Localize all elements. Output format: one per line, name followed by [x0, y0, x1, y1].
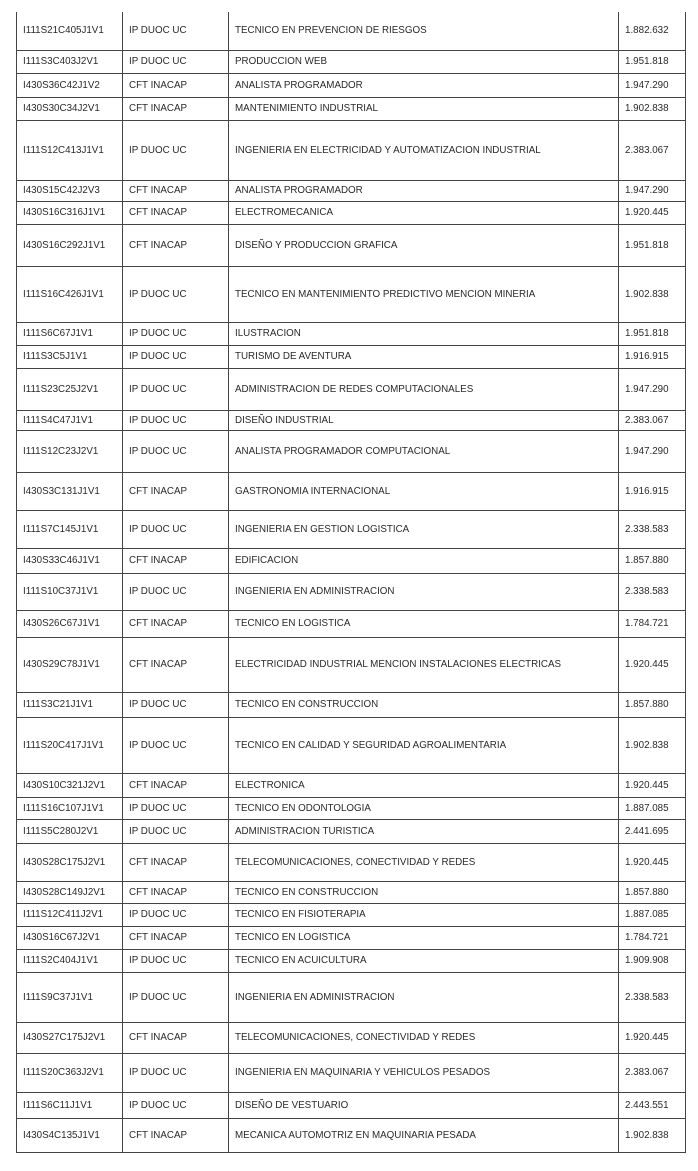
- program-code-cell: I111S4C47J1V1: [17, 410, 123, 430]
- career-name-cell: TECNICO EN MANTENIMIENTO PREDICTIVO MENCION MINERIA: [229, 266, 619, 322]
- institution-cell: CFT INACAP: [123, 926, 229, 949]
- amount-cell: 1.916.915: [619, 345, 686, 368]
- institution-cell: CFT INACAP: [123, 637, 229, 692]
- institution-cell: IP DUOC UC: [123, 266, 229, 322]
- career-name-cell: INGENIERIA EN ADMINISTRACION: [229, 573, 619, 610]
- program-code-cell: I111S12C413J1V1: [17, 120, 123, 180]
- table-row: [17, 510, 686, 548]
- career-name-cell: DISEÑO Y PRODUCCION GRAFICA: [229, 224, 619, 266]
- table-row: [17, 180, 686, 201]
- amount-cell: 1.882.632: [619, 12, 686, 50]
- table-row: [17, 548, 686, 573]
- program-code-cell: I430S16C316J1V1: [17, 201, 123, 224]
- amount-cell: 1.951.818: [619, 322, 686, 345]
- institution-cell: CFT INACAP: [123, 843, 229, 881]
- amount-cell: 2.338.583: [619, 972, 686, 1022]
- career-name-cell: ELECTRONICA: [229, 773, 619, 797]
- program-code-cell: I111S12C23J2V1: [17, 430, 123, 472]
- table-row: [17, 926, 686, 949]
- career-name-cell: ELECTROMECANICA: [229, 201, 619, 224]
- institution-cell: IP DUOC UC: [123, 368, 229, 410]
- table-row: [17, 819, 686, 843]
- table-row: [17, 692, 686, 717]
- institution-cell: IP DUOC UC: [123, 345, 229, 368]
- program-code-cell: I111S2C404J1V1: [17, 949, 123, 972]
- program-code-cell: I111S20C363J2V1: [17, 1053, 123, 1092]
- program-code-cell: I111S3C403J2V1: [17, 50, 123, 73]
- career-name-cell: ANALISTA PROGRAMADOR: [229, 73, 619, 97]
- amount-cell: 1.902.838: [619, 1118, 686, 1152]
- career-name-cell: INGENIERIA EN GESTION LOGISTICA: [229, 510, 619, 548]
- table-row: [17, 773, 686, 797]
- table-row: [17, 903, 686, 926]
- table-row: [17, 610, 686, 637]
- amount-cell: 1.857.880: [619, 548, 686, 573]
- institution-cell: CFT INACAP: [123, 1118, 229, 1152]
- institution-cell: IP DUOC UC: [123, 1092, 229, 1118]
- careers-table: [16, 12, 686, 1153]
- institution-cell: IP DUOC UC: [123, 120, 229, 180]
- program-code-cell: I111S3C5J1V1: [17, 345, 123, 368]
- amount-cell: 2.443.551: [619, 1092, 686, 1118]
- table-row: [17, 368, 686, 410]
- amount-cell: 1.947.290: [619, 368, 686, 410]
- table-row: [17, 322, 686, 345]
- program-code-cell: I111S5C280J2V1: [17, 819, 123, 843]
- amount-cell: 1.920.445: [619, 201, 686, 224]
- amount-cell: 1.857.880: [619, 881, 686, 903]
- institution-cell: IP DUOC UC: [123, 50, 229, 73]
- amount-cell: 2.441.695: [619, 819, 686, 843]
- table-row: [17, 573, 686, 610]
- career-name-cell: TECNICO EN FISIOTERAPIA: [229, 903, 619, 926]
- institution-cell: IP DUOC UC: [123, 430, 229, 472]
- table-row: [17, 637, 686, 692]
- program-code-cell: I430S16C292J1V1: [17, 224, 123, 266]
- career-name-cell: DISEÑO DE VESTUARIO: [229, 1092, 619, 1118]
- amount-cell: 1.902.838: [619, 266, 686, 322]
- career-name-cell: ADMINISTRACION TURISTICA: [229, 819, 619, 843]
- career-name-cell: TECNICO EN CALIDAD Y SEGURIDAD AGROALIMENTARIA: [229, 717, 619, 773]
- career-name-cell: TECNICO EN LOGISTICA: [229, 926, 619, 949]
- career-name-cell: INGENIERIA EN MAQUINARIA Y VEHICULOS PESADOS: [229, 1053, 619, 1092]
- career-name-cell: TECNICO EN CONSTRUCCION: [229, 692, 619, 717]
- program-code-cell: I430S10C321J2V1: [17, 773, 123, 797]
- institution-cell: CFT INACAP: [123, 773, 229, 797]
- amount-cell: 1.947.290: [619, 73, 686, 97]
- amount-cell: 1.920.445: [619, 1022, 686, 1053]
- program-code-cell: I430S4C135J1V1: [17, 1118, 123, 1152]
- program-code-cell: I111S6C67J1V1: [17, 322, 123, 345]
- table-row: [17, 201, 686, 224]
- institution-cell: CFT INACAP: [123, 180, 229, 201]
- table-row: [17, 410, 686, 430]
- program-code-cell: I430S16C67J2V1: [17, 926, 123, 949]
- amount-cell: 1.947.290: [619, 180, 686, 201]
- career-name-cell: DISEÑO INDUSTRIAL: [229, 410, 619, 430]
- table-row: [17, 345, 686, 368]
- institution-cell: CFT INACAP: [123, 73, 229, 97]
- program-code-cell: I111S3C21J1V1: [17, 692, 123, 717]
- program-code-cell: I430S28C149J2V1: [17, 881, 123, 903]
- program-code-cell: I111S20C417J1V1: [17, 717, 123, 773]
- career-name-cell: TECNICO EN LOGISTICA: [229, 610, 619, 637]
- career-name-cell: TELECOMUNICACIONES, CONECTIVIDAD Y REDES: [229, 843, 619, 881]
- amount-cell: 1.916.915: [619, 472, 686, 510]
- program-code-cell: I111S9C37J1V1: [17, 972, 123, 1022]
- table-row: [17, 472, 686, 510]
- program-code-cell: I111S7C145J1V1: [17, 510, 123, 548]
- program-code-cell: I111S6C11J1V1: [17, 1092, 123, 1118]
- institution-cell: IP DUOC UC: [123, 410, 229, 430]
- amount-cell: 1.920.445: [619, 637, 686, 692]
- table-row: [17, 881, 686, 903]
- career-name-cell: ANALISTA PROGRAMADOR COMPUTACIONAL: [229, 430, 619, 472]
- program-code-cell: I430S36C42J1V2: [17, 73, 123, 97]
- program-code-cell: I111S21C405J1V1: [17, 12, 123, 50]
- career-name-cell: TECNICO EN ACUICULTURA: [229, 949, 619, 972]
- institution-cell: IP DUOC UC: [123, 903, 229, 926]
- program-code-cell: I111S10C37J1V1: [17, 573, 123, 610]
- institution-cell: CFT INACAP: [123, 881, 229, 903]
- career-name-cell: ANALISTA PROGRAMADOR: [229, 180, 619, 201]
- program-code-cell: I111S23C25J2V1: [17, 368, 123, 410]
- amount-cell: 1.947.290: [619, 430, 686, 472]
- amount-cell: 2.383.067: [619, 120, 686, 180]
- table-row: [17, 1118, 686, 1152]
- amount-cell: 2.383.067: [619, 410, 686, 430]
- amount-cell: 1.857.880: [619, 692, 686, 717]
- amount-cell: 1.784.721: [619, 926, 686, 949]
- institution-cell: CFT INACAP: [123, 1022, 229, 1053]
- amount-cell: 1.784.721: [619, 610, 686, 637]
- table-row: [17, 717, 686, 773]
- institution-cell: IP DUOC UC: [123, 573, 229, 610]
- program-code-cell: I430S26C67J1V1: [17, 610, 123, 637]
- career-name-cell: ADMINISTRACION DE REDES COMPUTACIONALES: [229, 368, 619, 410]
- institution-cell: IP DUOC UC: [123, 510, 229, 548]
- table-row: [17, 73, 686, 97]
- career-name-cell: MECANICA AUTOMOTRIZ EN MAQUINARIA PESADA: [229, 1118, 619, 1152]
- career-name-cell: TELECOMUNICACIONES, CONECTIVIDAD Y REDES: [229, 1022, 619, 1053]
- table-row: [17, 843, 686, 881]
- amount-cell: 1.920.445: [619, 773, 686, 797]
- career-name-cell: ELECTRICIDAD INDUSTRIAL MENCION INSTALACIONES ELECTRICAS: [229, 637, 619, 692]
- table-row: [17, 120, 686, 180]
- institution-cell: CFT INACAP: [123, 548, 229, 573]
- table-row: [17, 1053, 686, 1092]
- career-name-cell: MANTENIMIENTO INDUSTRIAL: [229, 97, 619, 120]
- career-name-cell: INGENIERIA EN ADMINISTRACION: [229, 972, 619, 1022]
- amount-cell: 1.887.085: [619, 903, 686, 926]
- program-code-cell: I430S15C42J2V3: [17, 180, 123, 201]
- program-code-cell: I430S28C175J2V1: [17, 843, 123, 881]
- institution-cell: IP DUOC UC: [123, 692, 229, 717]
- institution-cell: IP DUOC UC: [123, 819, 229, 843]
- table-row: [17, 797, 686, 819]
- career-name-cell: PRODUCCION WEB: [229, 50, 619, 73]
- program-code-cell: I430S33C46J1V1: [17, 548, 123, 573]
- program-code-cell: I430S27C175J2V1: [17, 1022, 123, 1053]
- table-row: [17, 50, 686, 73]
- table-row: [17, 972, 686, 1022]
- table-row: [17, 224, 686, 266]
- amount-cell: 1.909.908: [619, 949, 686, 972]
- program-code-cell: I430S29C78J1V1: [17, 637, 123, 692]
- institution-cell: IP DUOC UC: [123, 12, 229, 50]
- table-body: [17, 12, 686, 1152]
- amount-cell: 1.902.838: [619, 717, 686, 773]
- table-row: [17, 12, 686, 50]
- table-row: [17, 949, 686, 972]
- institution-cell: CFT INACAP: [123, 97, 229, 120]
- institution-cell: IP DUOC UC: [123, 1053, 229, 1092]
- program-code-cell: I430S30C34J2V1: [17, 97, 123, 120]
- institution-cell: IP DUOC UC: [123, 949, 229, 972]
- institution-cell: IP DUOC UC: [123, 322, 229, 345]
- program-code-cell: I111S16C426J1V1: [17, 266, 123, 322]
- amount-cell: 1.951.818: [619, 50, 686, 73]
- program-code-cell: I111S16C107J1V1: [17, 797, 123, 819]
- amount-cell: 1.887.085: [619, 797, 686, 819]
- career-name-cell: EDIFICACION: [229, 548, 619, 573]
- institution-cell: CFT INACAP: [123, 201, 229, 224]
- amount-cell: 1.951.818: [619, 224, 686, 266]
- career-name-cell: TECNICO EN ODONTOLOGIA: [229, 797, 619, 819]
- amount-cell: 2.383.067: [619, 1053, 686, 1092]
- career-name-cell: GASTRONOMIA INTERNACIONAL: [229, 472, 619, 510]
- institution-cell: IP DUOC UC: [123, 717, 229, 773]
- institution-cell: IP DUOC UC: [123, 797, 229, 819]
- institution-cell: CFT INACAP: [123, 224, 229, 266]
- institution-cell: CFT INACAP: [123, 610, 229, 637]
- institution-cell: CFT INACAP: [123, 472, 229, 510]
- amount-cell: 1.920.445: [619, 843, 686, 881]
- program-code-cell: I111S12C411J2V1: [17, 903, 123, 926]
- amount-cell: 2.338.583: [619, 573, 686, 610]
- table-row: [17, 430, 686, 472]
- career-name-cell: TECNICO EN PREVENCION DE RIESGOS: [229, 12, 619, 50]
- program-code-cell: I430S3C131J1V1: [17, 472, 123, 510]
- table-row: [17, 97, 686, 120]
- table-row: [17, 1092, 686, 1118]
- career-name-cell: ILUSTRACION: [229, 322, 619, 345]
- table-row: [17, 266, 686, 322]
- career-name-cell: TURISMO DE AVENTURA: [229, 345, 619, 368]
- career-name-cell: TECNICO EN CONSTRUCCION: [229, 881, 619, 903]
- career-name-cell: INGENIERIA EN ELECTRICIDAD Y AUTOMATIZACION INDUSTRIAL: [229, 120, 619, 180]
- table-row: [17, 1022, 686, 1053]
- amount-cell: 2.338.583: [619, 510, 686, 548]
- amount-cell: 1.902.838: [619, 97, 686, 120]
- institution-cell: IP DUOC UC: [123, 972, 229, 1022]
